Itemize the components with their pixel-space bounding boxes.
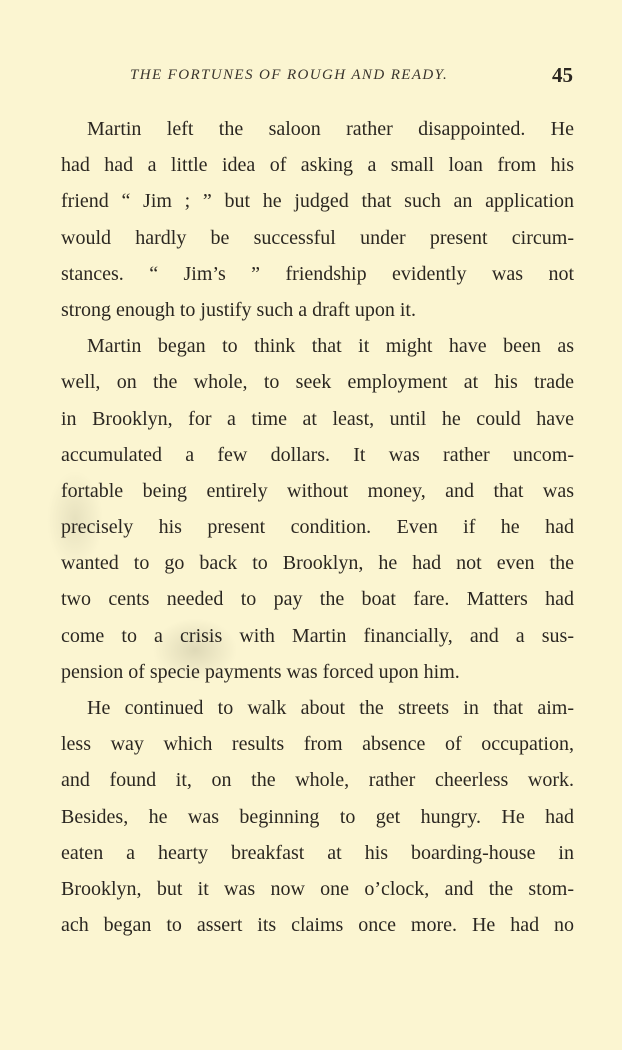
text-line: precisely his present condition. Even if he had [61, 516, 574, 539]
text-line: Besides, he was beginning to get hungry. He had [61, 805, 574, 828]
text-line: accumulated a few dollars. It was rather uncom- [61, 443, 574, 466]
text-line: had had a little idea of asking a small loan from his [61, 154, 574, 177]
running-title: THE FORTUNES OF ROUGH AND READY. [130, 67, 449, 83]
page-number: 45 [552, 63, 573, 87]
text-line: Brooklyn, but it was now one o’clock, and the stom- [61, 877, 574, 900]
text-line: Martin left the saloon rather disappointed. He [87, 118, 574, 140]
text-line: strong enough to justify such a draft upon it. [61, 298, 416, 321]
text-line: wanted to go back to Brooklyn, he had not even the [61, 552, 574, 575]
text-line: He continued to walk about the streets in that aim- [87, 697, 574, 719]
text-line: Martin began to think that it might have been as [87, 335, 574, 358]
text-line: fortable being entirely without money, and that was [61, 479, 574, 502]
paragraph-3 [61, 690, 574, 943]
text-line: stances. “ Jim’s ” friendship evidently was not [61, 262, 574, 285]
text-line: come to a crisis with Martin financially, and a sus- [61, 624, 574, 647]
text-line: pension of specie payments was forced upon him. [61, 660, 460, 683]
running-head [60, 63, 575, 93]
text-line: ach began to assert its claims once more. He had no [61, 914, 574, 937]
text-line: two cents needed to pay the boat fare. Matters had [61, 588, 574, 611]
text-line: friend “ Jim ; ” but he judged that such an application [61, 190, 574, 213]
text-line: would hardly be successful under present circum- [61, 226, 574, 249]
text-line: and found it, on the whole, rather cheerless work. [61, 769, 574, 792]
body-text [61, 111, 574, 943]
paragraph-1 [61, 111, 574, 328]
text-line: well, on the whole, to seek employment at his trade [61, 371, 574, 394]
paragraph-2 [61, 328, 574, 690]
text-line: less way which results from absence of occupation, [61, 733, 574, 756]
text-line: in Brooklyn, for a time at least, until he could have [61, 407, 574, 430]
text-line: eaten a hearty breakfast at his boarding-house in [61, 841, 574, 864]
